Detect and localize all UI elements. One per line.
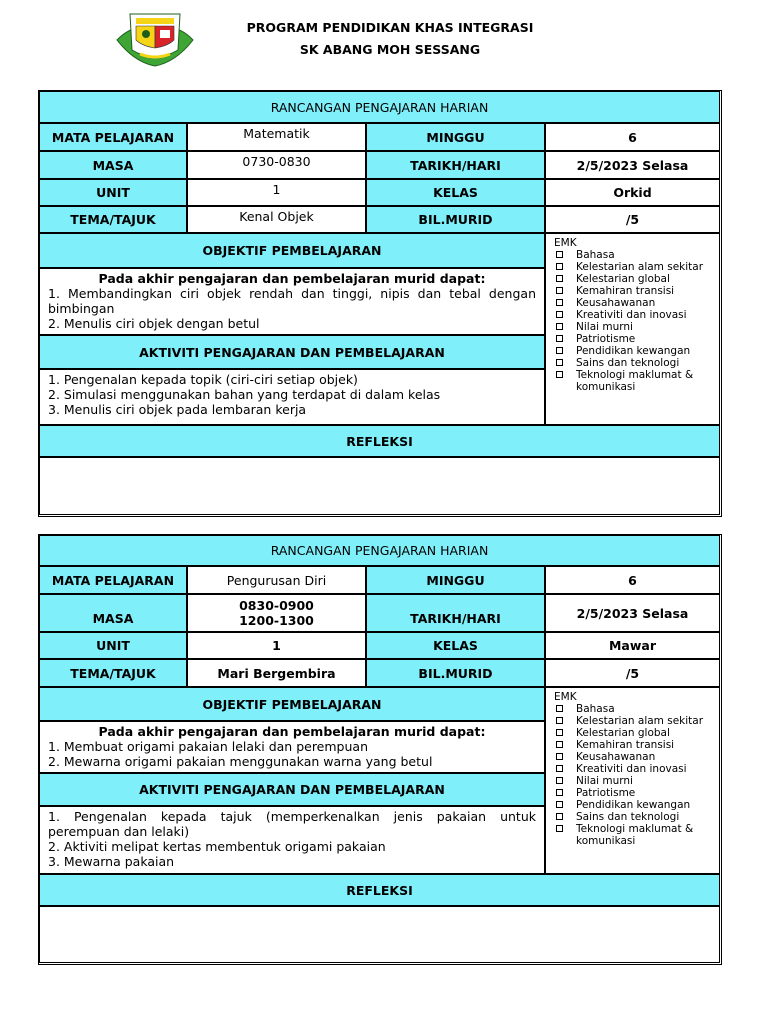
checkbox-icon <box>556 251 563 258</box>
value-subject: Matematik <box>187 123 366 151</box>
emk-item: Pendidikan kewangan <box>554 799 713 811</box>
time-slot-1: 0830-0900 <box>239 598 314 613</box>
emk-item: Pendidikan kewangan <box>554 345 713 357</box>
emk-item: Patriotisme <box>554 787 713 799</box>
label-week: MINGGU <box>366 123 545 151</box>
program-title: PROGRAM PENDIDIKAN KHAS INTEGRASI <box>246 20 534 35</box>
emk-item: Patriotisme <box>554 333 713 345</box>
emk-item: Kreativiti dan inovasi <box>554 763 713 775</box>
activity-header: AKTIVITI PENGAJARAN DAN PEMBELAJARAN <box>39 773 545 806</box>
value-time: 0730-0830 <box>187 151 366 179</box>
value-theme: Kenal Objek <box>187 206 366 233</box>
value-week: 6 <box>545 566 720 594</box>
label-date: TARIKH/HARI <box>366 594 545 632</box>
objective-lead: Pada akhir pengajaran dan pembelajaran murid dapat: <box>98 271 486 286</box>
activity-item: 3. Menulis ciri objek pada lembaran kerja <box>48 402 307 417</box>
label-unit: UNIT <box>39 179 187 206</box>
label-subject: MATA PELAJARAN <box>39 123 187 151</box>
emk-item: Nilai murni <box>554 321 713 333</box>
value-unit: 1 <box>187 179 366 206</box>
objective-item: 2. Mewarna origami pakaian menggunakan warna yang betul <box>48 754 433 769</box>
label-unit: UNIT <box>39 632 187 659</box>
checkbox-icon <box>556 347 563 354</box>
checkbox-icon <box>556 275 563 282</box>
value-pupils: /5 <box>545 206 720 233</box>
label-theme: TEMA/TAJUK <box>39 206 187 233</box>
emk-item: Kemahiran transisi <box>554 739 713 751</box>
emk-item: Kelestarian alam sekitar <box>554 261 713 273</box>
objective-item: 1. Membandingkan ciri objek rendah dan tinggi, nipis dan tebal dengan bimbingan <box>48 286 536 316</box>
value-pupils: /5 <box>545 659 720 687</box>
checkbox-icon <box>556 765 563 772</box>
label-class: KELAS <box>366 179 545 206</box>
value-date: 2/5/2023 Selasa <box>545 151 720 179</box>
checkbox-icon <box>556 299 563 306</box>
emk-title: EMK <box>554 691 577 703</box>
activity-header: AKTIVITI PENGAJARAN DAN PEMBELAJARAN <box>39 335 545 369</box>
activity-item: 1. Pengenalan kepada topik (ciri-ciri setiap objek) <box>48 372 358 387</box>
reflection-area <box>39 906 720 963</box>
value-class: Orkid <box>545 179 720 206</box>
label-subject: MATA PELAJARAN <box>39 566 187 594</box>
emk-item: Kreativiti dan inovasi <box>554 309 713 321</box>
checkbox-icon <box>556 705 563 712</box>
checkbox-icon <box>556 753 563 760</box>
objective-body <box>39 721 545 773</box>
value-subject: Pengurusan Diri <box>187 566 366 594</box>
objective-lead: Pada akhir pengajaran dan pembelajaran murid dapat: <box>98 724 486 739</box>
activity-item: 2. Aktiviti melipat kertas membentuk origami pakaian <box>48 839 386 854</box>
plan-title: RANCANGAN PENGAJARAN HARIAN <box>39 535 720 566</box>
objective-body <box>39 268 545 335</box>
checkbox-icon <box>556 323 563 330</box>
label-time: MASA <box>39 151 187 179</box>
emk-item: Sains dan teknologi <box>554 357 713 369</box>
emk-item: Kemahiran transisi <box>554 285 713 297</box>
emk-panel <box>545 233 720 425</box>
reflection-header: REFLEKSI <box>39 425 720 457</box>
emk-item: Teknologi maklumat & komunikasi <box>554 369 713 393</box>
checkbox-icon <box>556 813 563 820</box>
label-pupils: BIL.MURID <box>366 206 545 233</box>
emk-item: Kelestarian global <box>554 273 713 285</box>
emk-item: Kelestarian global <box>554 727 713 739</box>
emk-item: Teknologi maklumat & komunikasi <box>554 823 713 847</box>
checkbox-icon <box>556 789 563 796</box>
activity-body <box>39 369 545 425</box>
label-week: MINGGU <box>366 566 545 594</box>
checkbox-icon <box>556 287 563 294</box>
emk-item: Bahasa <box>554 703 713 715</box>
checkbox-icon <box>556 371 563 378</box>
label-time: MASA <box>39 594 187 632</box>
objective-header: OBJEKTIF PEMBELAJARAN <box>39 687 545 721</box>
label-theme: TEMA/TAJUK <box>39 659 187 687</box>
emk-item: Kelestarian alam sekitar <box>554 715 713 727</box>
value-unit: 1 <box>187 632 366 659</box>
school-logo <box>114 10 196 68</box>
time-slot-2: 1200-1300 <box>239 613 314 628</box>
value-theme: Mari Bergembira <box>187 659 366 687</box>
emk-item: Bahasa <box>554 249 713 261</box>
checkbox-icon <box>556 801 563 808</box>
emk-item: Keusahawanan <box>554 297 713 309</box>
value-week: 6 <box>545 123 720 151</box>
checkbox-icon <box>556 311 563 318</box>
label-pupils: BIL.MURID <box>366 659 545 687</box>
emk-item: Nilai murni <box>554 775 713 787</box>
emk-item: Keusahawanan <box>554 751 713 763</box>
value-date: 2/5/2023 Selasa <box>545 594 720 632</box>
reflection-header: REFLEKSI <box>39 874 720 906</box>
page-header <box>0 0 768 80</box>
emk-panel <box>545 687 720 874</box>
activity-item: 1. Pengenalan kepada tajuk (memperkenalkan jenis pakaian untuk perempuan dan lelaki) <box>48 809 536 839</box>
checkbox-icon <box>556 335 563 342</box>
checkbox-icon <box>556 729 563 736</box>
activity-item: 2. Simulasi menggunakan bahan yang terdapat di dalam kelas <box>48 387 441 402</box>
lesson-plan-2 <box>38 534 722 965</box>
label-class: KELAS <box>366 632 545 659</box>
plan-title: RANCANGAN PENGAJARAN HARIAN <box>39 91 720 123</box>
value-class: Mawar <box>545 632 720 659</box>
reflection-area <box>39 457 720 515</box>
school-name: SK ABANG MOH SESSANG <box>299 42 481 57</box>
checkbox-icon <box>556 263 563 270</box>
label-date: TARIKH/HARI <box>366 151 545 179</box>
checkbox-icon <box>556 777 563 784</box>
objective-item: 2. Menulis ciri objek dengan betul <box>48 316 260 331</box>
checkbox-icon <box>556 359 563 366</box>
activity-item: 3. Mewarna pakaian <box>48 854 175 869</box>
checkbox-icon <box>556 717 563 724</box>
activity-body <box>39 806 545 874</box>
objective-item: 1. Membuat origami pakaian lelaki dan perempuan <box>48 739 368 754</box>
emk-title: EMK <box>554 237 577 249</box>
emk-item: Sains dan teknologi <box>554 811 713 823</box>
value-time <box>187 594 366 632</box>
checkbox-icon <box>556 741 563 748</box>
checkbox-icon <box>556 825 563 832</box>
objective-header: OBJEKTIF PEMBELAJARAN <box>39 233 545 268</box>
lesson-plan-1 <box>38 90 722 517</box>
